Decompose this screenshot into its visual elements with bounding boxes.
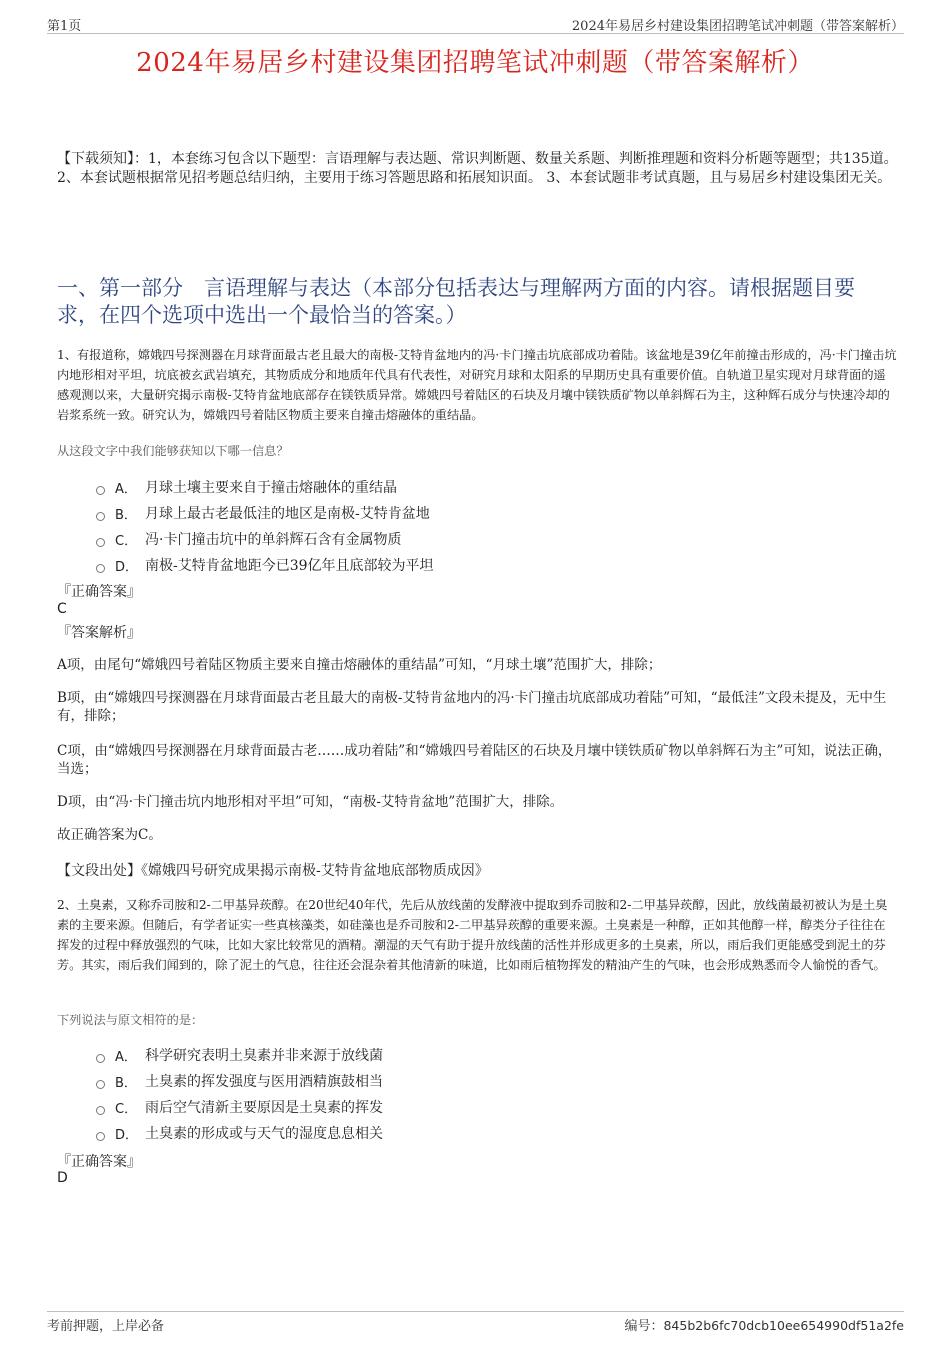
option-c[interactable] [96, 1094, 796, 1120]
option-text: 土臭素的形成或与天气的湿度息息相关 [145, 1126, 383, 1142]
option-d[interactable] [96, 1120, 796, 1146]
radio-icon[interactable] [96, 1080, 105, 1089]
option-letter: A． [115, 481, 137, 497]
header-title: 2024年易居乡村建设集团招聘笔试冲刺题（带答案解析） [571, 19, 904, 34]
page-header [47, 15, 904, 34]
option-d[interactable] [96, 552, 796, 578]
document-code [624, 1315, 904, 1334]
option-a[interactable] [96, 474, 796, 500]
code-value: 845b2b6fc70dcb10ee654990df51a2fe [663, 1318, 904, 1333]
option-text: 南极-艾特肯盆地距今已39亿年且底部较为平坦 [145, 558, 434, 574]
option-c[interactable] [96, 526, 796, 552]
answer-label: 『正确答案』 [57, 584, 141, 600]
radio-icon[interactable] [96, 486, 105, 495]
analysis-paragraph: D项，由“冯·卡门撞击坑内地形相对平坦”可知，“南极-艾特肯盆地”范围扩大，排除。 [57, 794, 564, 810]
option-letter: C． [115, 533, 138, 549]
passage-source: 【文段出处】《嫦娥四号研究成果揭示南极-艾特肯盆地底部物质成因》 [57, 863, 489, 879]
option-letter: C． [115, 1101, 138, 1117]
radio-icon[interactable] [96, 1132, 105, 1141]
question-1-text: 1、有报道称，嫦娥四号探测器在月球背面最古老且最大的南极-艾特肯盆地内的冯·卡门撞击坑底部成功着陆。该盆地是39亿年前撞击形成的，冯·卡门撞击坑内地形相对平坦，坑底被玄武岩填充，其物质成分和地质年代具有代表性，对研究月球和太阳系的早期历史具有重要价值。自轨道卫星实现对月球背面的遥感观测以来，大量研究揭示南极-艾特肯盆地底部存在镁铁质异常。嫦娥四号着陆区的石块及月壤中镁铁质矿物以单斜辉石为主，这种辉石成分与快速冷却的岩浆系统一致。研究认为，嫦娥四号着陆区物质主要来自撞击熔融体的重结晶。 [57, 348, 897, 422]
download-notice: 【下载须知】：1，本套练习包含以下题型：言语理解与表达题、常识判断题、数量关系题、判断推理题和资料分析题等题型；共135道。 2、本套试题根据常见招考题总结归纳，主要用于练习答题思路和拓展知识面。 3、本套试题非考试真题，且与易居乡村建设集团无关。 [57, 151, 898, 186]
question-1-prompt: 从这段文字中我们能够获知以下哪一信息？ [57, 444, 289, 458]
option-letter: B． [115, 507, 137, 523]
code-label: 编号： [624, 1319, 664, 1334]
option-letter: B． [115, 1075, 137, 1091]
option-letter: D． [115, 559, 139, 575]
answer-label: 『正确答案』 [57, 1154, 141, 1170]
question-2-text: 2、土臭素，又称乔司胺和2-二甲基异莰醇。在20世纪40年代，先后从放线菌的发酵液中提取到乔司胺和2-二甲基异莰醇，因此，放线菌最初被认为是土臭素的主要来源。但随后，有学者证实一些真核藻类，如硅藻也是乔司胺和2-二甲基异莰醇的重要来源。土臭素是一种醇，正如其他醇一样，醇类分子往往在挥发的过程中释放强烈的气味，比如大家比较常见的酒精。潮湿的天气有助于提升放线菌的活性并形成更多的土臭素，所以，雨后我们更能感受到泥土的芬芳。其实，雨后我们闻到的，除了泥土的气息，往往还会混杂着其他清新的味道，比如雨后植物挥发的精油产生的气味，也会形成熟悉而令人愉悦的香气。 [57, 898, 888, 972]
option-b[interactable] [96, 500, 796, 526]
radio-icon[interactable] [96, 1054, 105, 1063]
option-text: 月球土壤主要来自于撞击熔融体的重结晶 [145, 480, 397, 496]
document-title: 2024年易居乡村建设集团招聘笔试冲刺题（带答案解析） [136, 48, 814, 78]
option-letter: A． [115, 1049, 137, 1065]
footer-slogan: 考前押题，上岸必备 [47, 1319, 165, 1334]
analysis-label: 『答案解析』 [57, 625, 141, 641]
option-a[interactable] [96, 1042, 796, 1068]
section-heading: 一、第一部分 言语理解与表达（本部分包括表达与理解两方面的内容。请根据题目要求，在四个选项中选出一个最恰当的答案。） [57, 276, 855, 327]
option-text: 月球上最古老最低洼的地区是南极-艾特肯盆地 [145, 506, 430, 522]
answer-value: D [57, 1170, 68, 1186]
answer-value: C [57, 601, 67, 617]
question-1-options [96, 474, 796, 578]
analysis-conclusion: 故正确答案为C。 [57, 827, 162, 843]
question-2-prompt: 下列说法与原文相符的是： [57, 1013, 204, 1027]
page-footer [47, 1311, 904, 1334]
option-text: 科学研究表明土臭素并非来源于放线菌 [145, 1048, 383, 1064]
analysis-paragraph: C项，由“嫦娥四号探测器在月球背面最古老……成功着陆”和“嫦娥四号着陆区的石块及月壤中镁铁质矿物以单斜辉石为主”可知，说法正确，当选； [57, 743, 892, 777]
radio-icon[interactable] [96, 564, 105, 573]
option-text: 土臭素的挥发强度与医用酒精旗鼓相当 [145, 1074, 383, 1090]
option-letter: D． [115, 1127, 139, 1143]
radio-icon[interactable] [96, 1106, 105, 1115]
option-text: 冯·卡门撞击坑中的单斜辉石含有金属物质 [145, 532, 402, 548]
option-text: 雨后空气清新主要原因是土臭素的挥发 [145, 1100, 383, 1116]
page-number: 第1页 [47, 19, 82, 34]
analysis-paragraph: A项，由尾句“嫦娥四号着陆区物质主要来自撞击熔融体的重结晶”可知，“月球土壤”范围扩大，排除； [57, 657, 662, 673]
option-b[interactable] [96, 1068, 796, 1094]
question-2-options [96, 1042, 796, 1146]
radio-icon[interactable] [96, 538, 105, 547]
analysis-paragraph: B项，由“嫦娥四号探测器在月球背面最古老且最大的南极-艾特肯盆地内的冯·卡门撞击坑底部成功着陆”可知，“最低洼”文段未提及，无中生有，排除； [57, 690, 887, 724]
radio-icon[interactable] [96, 512, 105, 521]
